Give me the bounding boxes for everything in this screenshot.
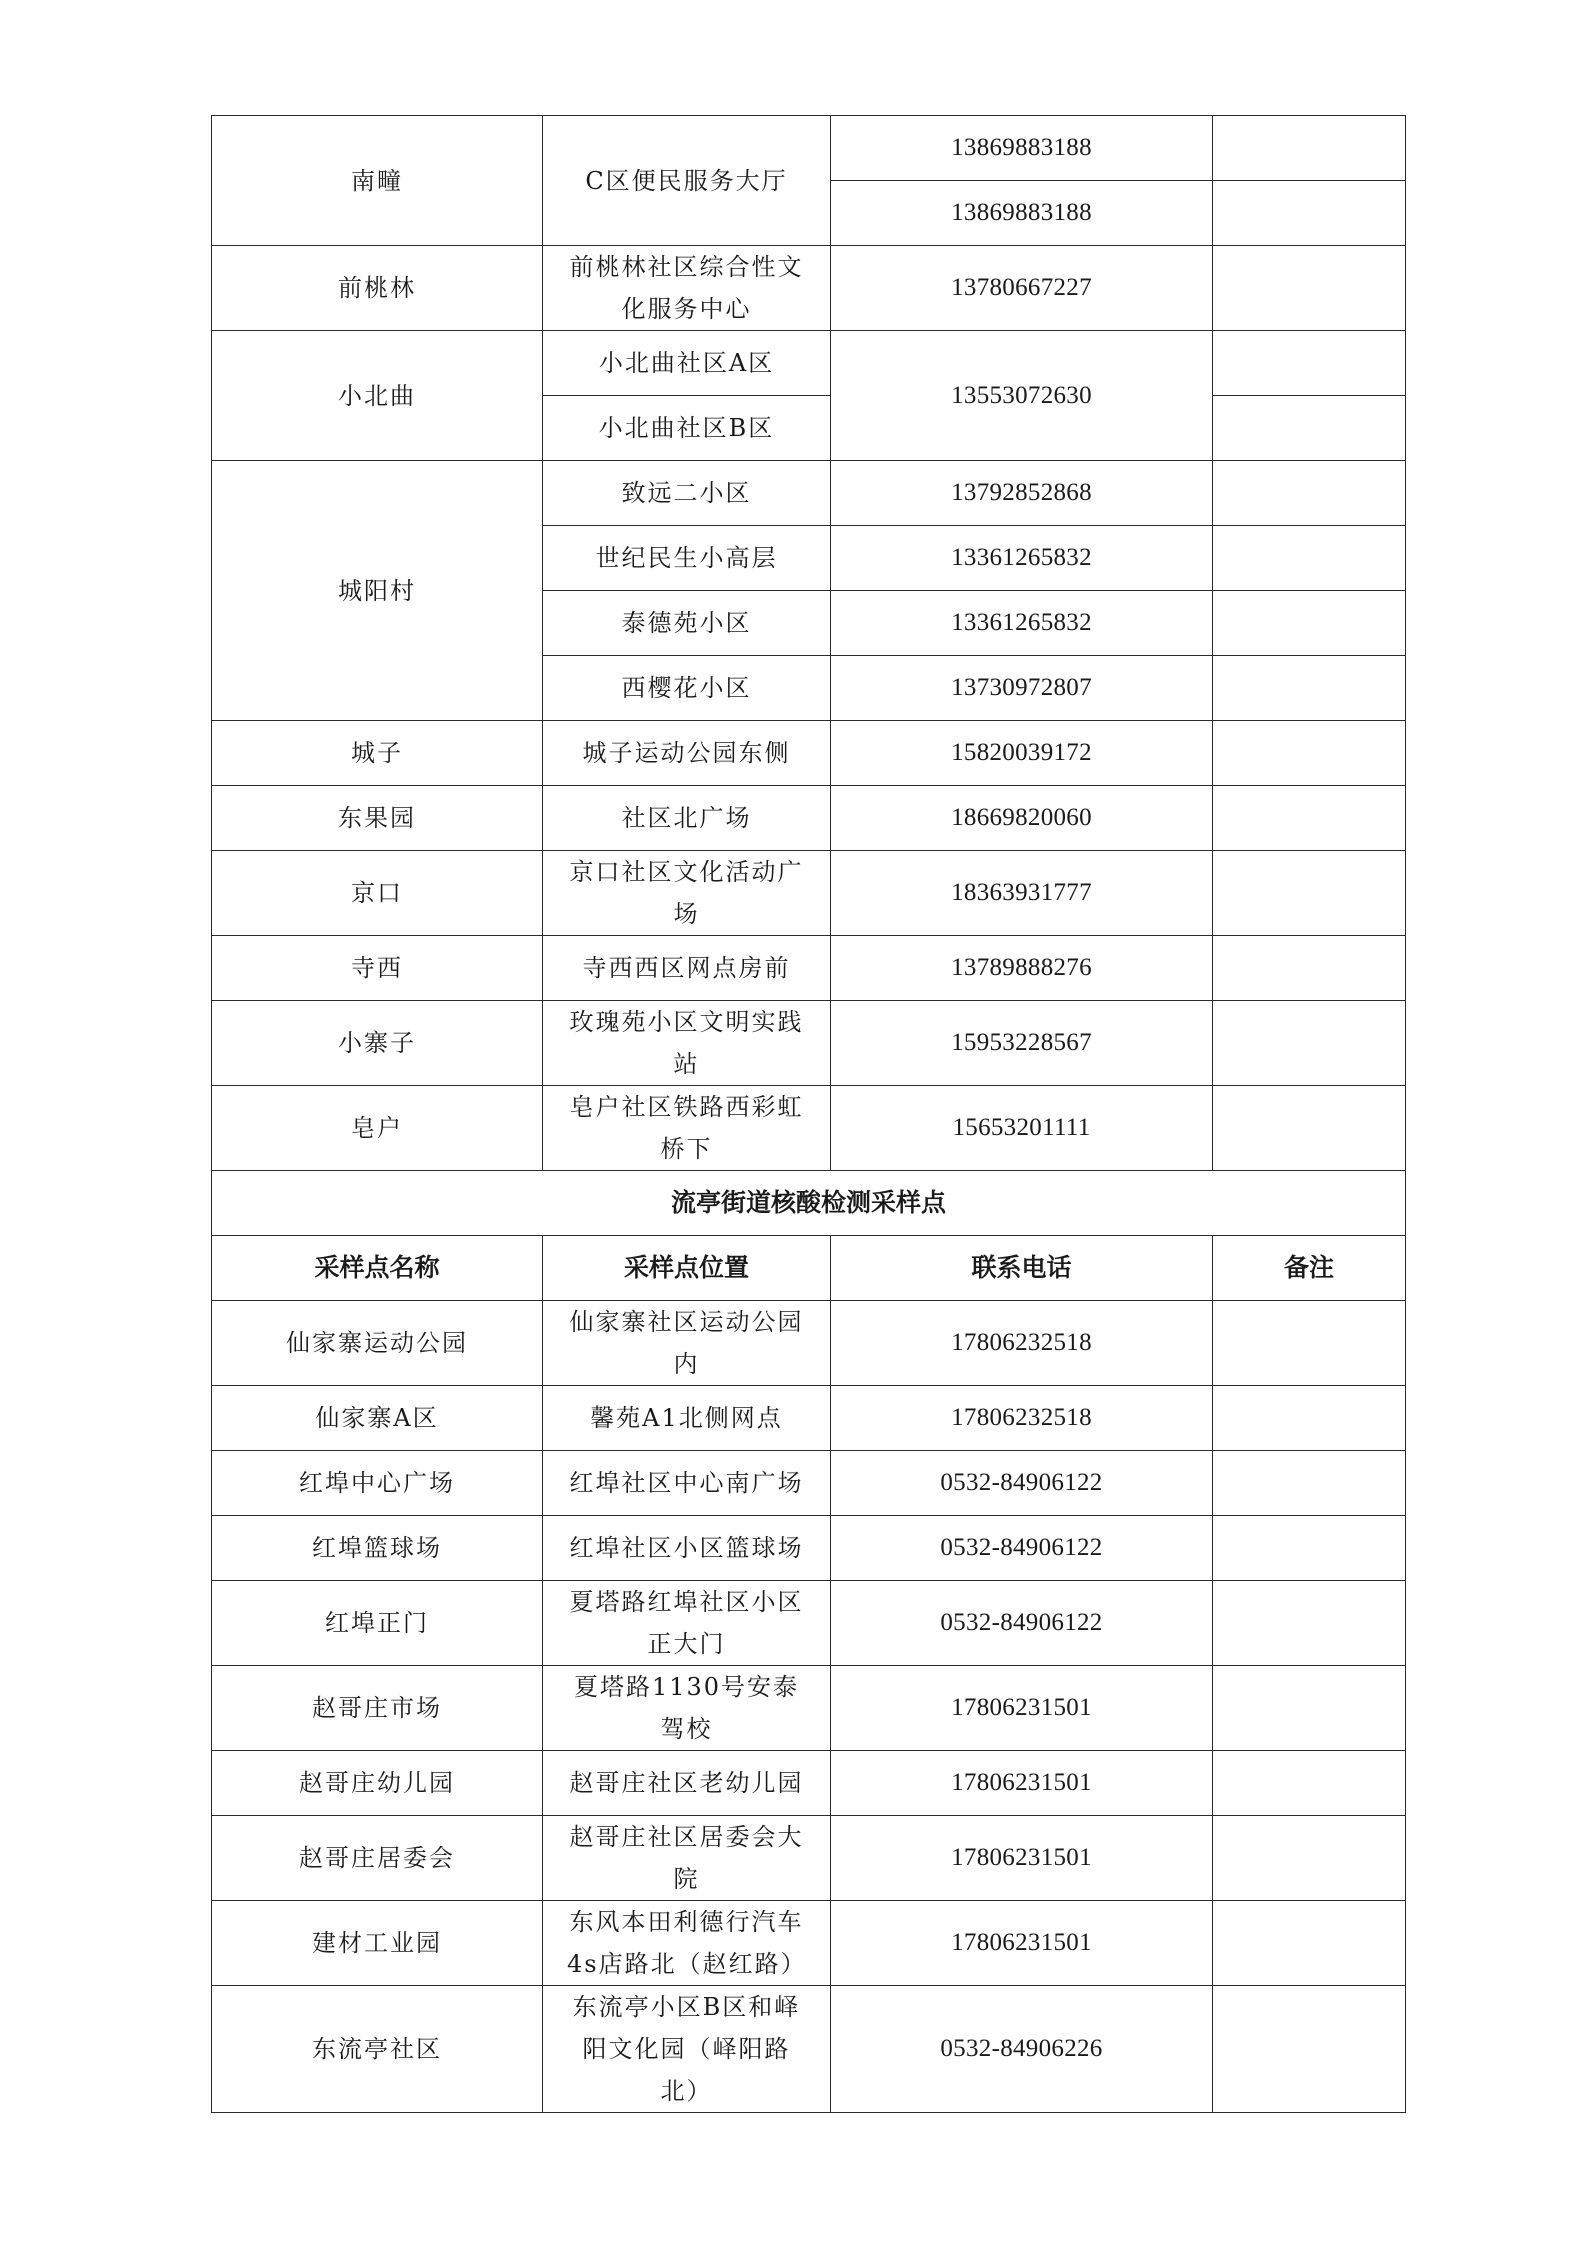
header-row [212, 1236, 1406, 1301]
site-location: 东风本田利德行汽车4s店路北（赵红路） [543, 1901, 831, 1986]
site-note [1213, 1986, 1406, 2113]
site-note [1213, 1666, 1406, 1751]
site-name: 红埠中心广场 [212, 1451, 543, 1516]
site-phone: 13730972807 [831, 656, 1213, 721]
site-phone: 17806231501 [831, 1751, 1213, 1816]
site-name: 东果园 [212, 786, 543, 851]
table-row [212, 1451, 1406, 1516]
site-note [1213, 1751, 1406, 1816]
site-note [1213, 656, 1406, 721]
table-row [212, 851, 1406, 936]
table-row [212, 1816, 1406, 1901]
site-phone: 17806232518 [831, 1386, 1213, 1451]
site-name: 寺西 [212, 936, 543, 1001]
site-note [1213, 936, 1406, 1001]
site-phone: 15953228567 [831, 1001, 1213, 1086]
site-location: 馨苑A1北侧网点 [543, 1386, 831, 1451]
site-phone: 13553072630 [831, 331, 1213, 461]
site-phone: 0532-84906122 [831, 1516, 1213, 1581]
site-note [1213, 1386, 1406, 1451]
table-row [212, 721, 1406, 786]
site-location: 社区北广场 [543, 786, 831, 851]
site-location: 小北曲社区A区 [543, 331, 831, 396]
site-phone: 0532-84906226 [831, 1986, 1213, 2113]
site-phone: 0532-84906122 [831, 1581, 1213, 1666]
site-location: 泰德苑小区 [543, 591, 831, 656]
site-phone: 18363931777 [831, 851, 1213, 936]
column-header-note: 备注 [1213, 1236, 1406, 1301]
site-note [1213, 526, 1406, 591]
site-location: 致远二小区 [543, 461, 831, 526]
site-note [1213, 1301, 1406, 1386]
column-header-location: 采样点位置 [543, 1236, 831, 1301]
section-title: 流亭街道核酸检测采样点 [212, 1171, 1406, 1236]
site-location: 西樱花小区 [543, 656, 831, 721]
site-name: 仙家寨运动公园 [212, 1301, 543, 1386]
column-header-phone: 联系电话 [831, 1236, 1213, 1301]
site-phone: 15820039172 [831, 721, 1213, 786]
site-name: 建材工业园 [212, 1901, 543, 1986]
site-location: 红埠社区小区篮球场 [543, 1516, 831, 1581]
site-location: 夏塔路1130号安泰驾校 [543, 1666, 831, 1751]
site-note [1213, 116, 1406, 181]
site-location: 东流亭小区B区和峄阳文化园（峄阳路北） [543, 1986, 831, 2113]
site-phone: 13789888276 [831, 936, 1213, 1001]
site-location: C区便民服务大厅 [543, 116, 831, 246]
site-phone: 17806231501 [831, 1816, 1213, 1901]
site-note [1213, 181, 1406, 246]
table-row [212, 1001, 1406, 1086]
site-name: 赵哥庄幼儿园 [212, 1751, 543, 1816]
site-name: 东流亭社区 [212, 1986, 543, 2113]
site-phone: 17806231501 [831, 1901, 1213, 1986]
site-location: 世纪民生小高层 [543, 526, 831, 591]
site-note [1213, 1516, 1406, 1581]
site-phone: 17806232518 [831, 1301, 1213, 1386]
table-row [212, 1086, 1406, 1171]
site-note [1213, 1581, 1406, 1666]
site-note [1213, 786, 1406, 851]
table-row [212, 461, 1406, 526]
table-row [212, 1901, 1406, 1986]
site-note [1213, 396, 1406, 461]
site-name: 城子 [212, 721, 543, 786]
table-row [212, 1516, 1406, 1581]
site-phone: 13869883188 [831, 116, 1213, 181]
site-location: 京口社区文化活动广场 [543, 851, 831, 936]
site-location: 赵哥庄社区老幼儿园 [543, 1751, 831, 1816]
site-note [1213, 246, 1406, 331]
site-note [1213, 591, 1406, 656]
site-name: 南疃 [212, 116, 543, 246]
site-location: 仙家寨社区运动公园内 [543, 1301, 831, 1386]
site-phone: 13361265832 [831, 526, 1213, 591]
site-name: 前桃林 [212, 246, 543, 331]
site-phone: 13792852868 [831, 461, 1213, 526]
site-note [1213, 1086, 1406, 1171]
table-row [212, 331, 1406, 396]
site-phone: 13869883188 [831, 181, 1213, 246]
table-row [212, 786, 1406, 851]
site-note [1213, 1901, 1406, 1986]
site-name: 红埠篮球场 [212, 1516, 543, 1581]
site-phone: 0532-84906122 [831, 1451, 1213, 1516]
column-header-name: 采样点名称 [212, 1236, 543, 1301]
section-title-row [212, 1171, 1406, 1236]
sampling-points-table [211, 115, 1406, 2113]
site-phone: 15653201111 [831, 1086, 1213, 1171]
site-location: 城子运动公园东侧 [543, 721, 831, 786]
site-location: 红埠社区中心南广场 [543, 1451, 831, 1516]
site-name: 小寨子 [212, 1001, 543, 1086]
table-row [212, 1666, 1406, 1751]
site-note [1213, 1816, 1406, 1901]
table-row [212, 936, 1406, 1001]
site-note [1213, 461, 1406, 526]
table-row [212, 1581, 1406, 1666]
site-name: 小北曲 [212, 331, 543, 461]
site-phone: 17806231501 [831, 1666, 1213, 1751]
site-note [1213, 851, 1406, 936]
site-location: 皂户社区铁路西彩虹桥下 [543, 1086, 831, 1171]
site-note [1213, 721, 1406, 786]
site-location: 赵哥庄社区居委会大院 [543, 1816, 831, 1901]
site-note [1213, 1451, 1406, 1516]
site-location: 寺西西区网点房前 [543, 936, 831, 1001]
table-row [212, 1751, 1406, 1816]
site-name: 红埠正门 [212, 1581, 543, 1666]
table-row [212, 1986, 1406, 2113]
table-row [212, 1386, 1406, 1451]
site-name: 城阳村 [212, 461, 543, 721]
table-row [212, 1301, 1406, 1386]
site-note [1213, 331, 1406, 396]
site-name: 赵哥庄市场 [212, 1666, 543, 1751]
site-location: 玫瑰苑小区文明实践站 [543, 1001, 831, 1086]
site-name: 京口 [212, 851, 543, 936]
site-phone: 13361265832 [831, 591, 1213, 656]
site-name: 赵哥庄居委会 [212, 1816, 543, 1901]
site-location: 夏塔路红埠社区小区正大门 [543, 1581, 831, 1666]
site-name: 皂户 [212, 1086, 543, 1171]
site-name: 仙家寨A区 [212, 1386, 543, 1451]
site-phone: 13780667227 [831, 246, 1213, 331]
table-row [212, 246, 1406, 331]
site-location: 小北曲社区B区 [543, 396, 831, 461]
site-location: 前桃林社区综合性文化服务中心 [543, 246, 831, 331]
site-phone: 18669820060 [831, 786, 1213, 851]
site-note [1213, 1001, 1406, 1086]
table-row [212, 116, 1406, 181]
